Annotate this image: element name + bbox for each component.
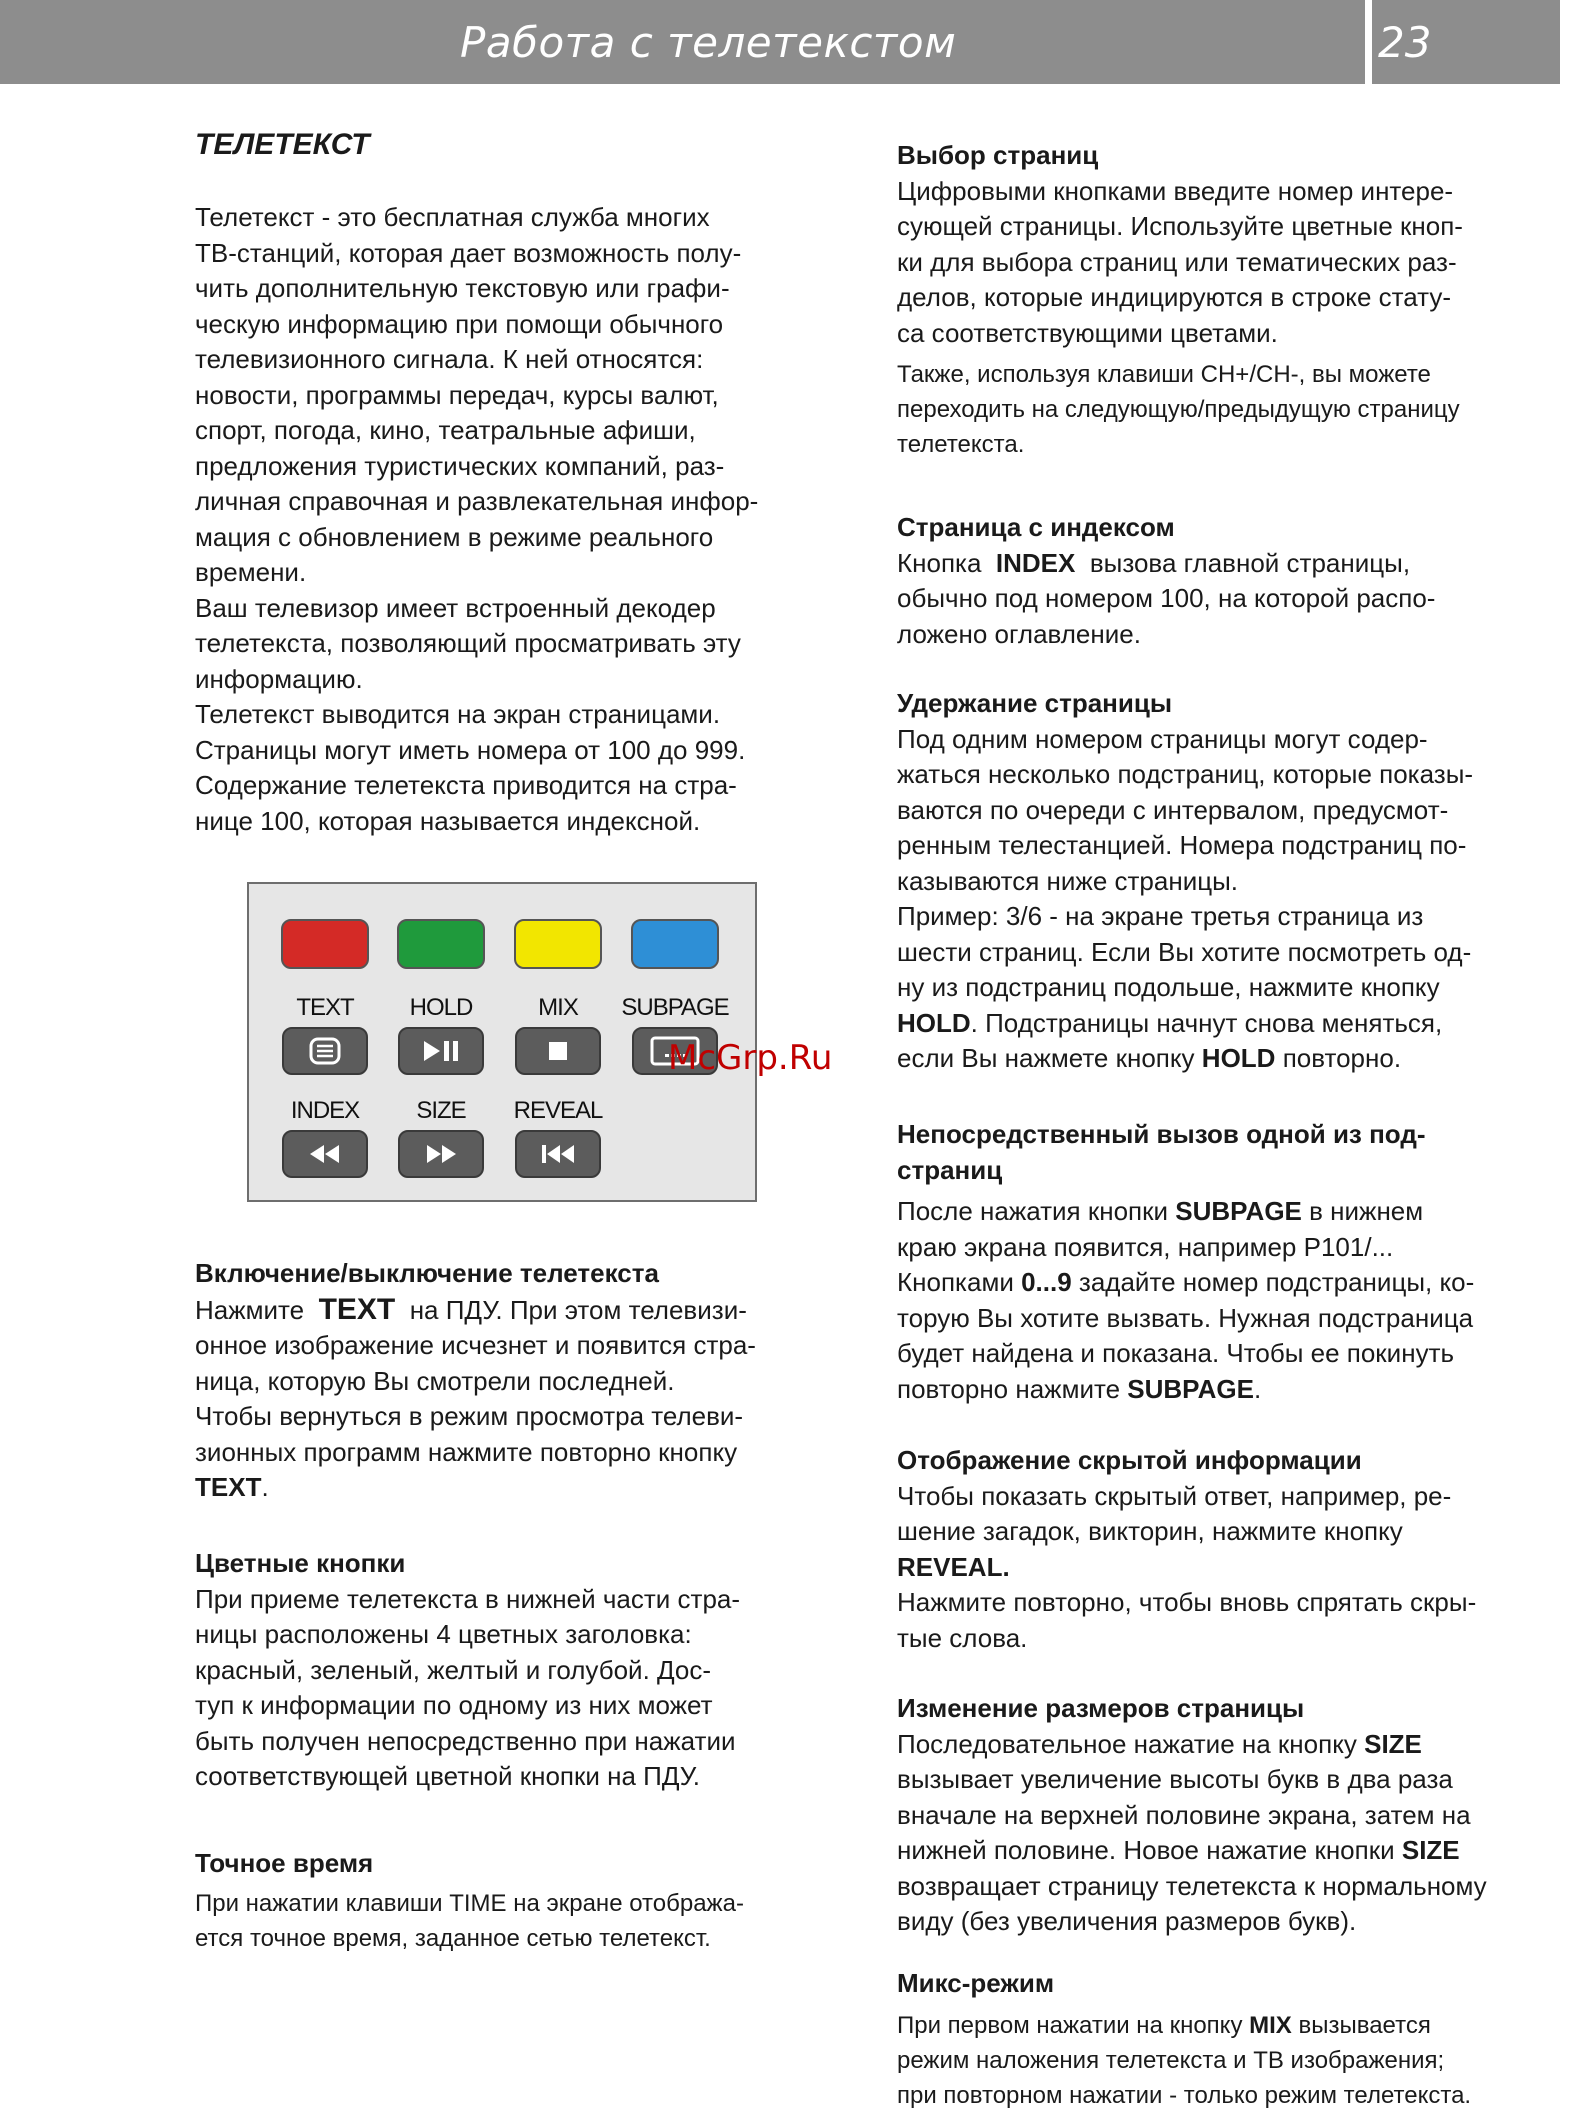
- section-mix: [897, 1966, 1575, 2113]
- green-button: [397, 919, 485, 969]
- main-heading: ТЕЛЕТЕКСТ: [195, 128, 370, 161]
- text-line: ну из подстраниц подольше, нажмите кнопку: [897, 972, 1440, 1002]
- text-line: возвращает страницу телетекста к нормальному: [897, 1870, 1487, 1901]
- intro-line: ческую информацию при помощи обычного: [195, 308, 724, 339]
- text-line: сующей страницы. Используйте цветные кноп-: [897, 211, 1463, 241]
- intro-line: ТВ-станций, которая дает возможность полу-: [195, 237, 742, 268]
- page-title: Работа с телетекстом: [460, 18, 957, 67]
- text-line: ложено оглавление.: [897, 618, 1141, 649]
- intro-line: телетекста, позволяющий просматривать эту: [195, 628, 741, 658]
- text-line: шести страниц. Если Вы хотите посмотреть од-: [897, 936, 1472, 967]
- intro-line: личная справочная и развлекательная инфор-: [195, 486, 759, 516]
- intro-line: чить дополнительную текстовую или графи-: [195, 273, 730, 303]
- intro-line: Содержание телетекста приводится на стра-: [195, 770, 737, 800]
- intro-line: спорт, погода, кино, театральные афиши,: [195, 415, 696, 445]
- text-line: Пример: 3/6 - на экране третья страница из: [897, 901, 1424, 931]
- intro-line: Ваш телевизор имеет встроенный декодер: [195, 592, 716, 623]
- section-title: Удержание страницы: [897, 688, 1173, 718]
- text-line: режим наложения телетекста и ТВ изображения;: [897, 2046, 1445, 2074]
- text-line: Чтобы вернуться в режим просмотра телеви-: [195, 1401, 744, 1431]
- hold-button: [398, 1027, 484, 1075]
- subpage-label: SUBPAGE: [621, 994, 729, 1021]
- text-line: виду (без увеличения размеров букв).: [897, 1906, 1357, 1936]
- section-size: [897, 1691, 1575, 1940]
- intro-line: мация с обновлением в режиме реального: [195, 521, 714, 552]
- skip-back-icon: [536, 1141, 580, 1167]
- text-line: Нажмите повторно, чтобы вновь спрятать скры-: [897, 1587, 1477, 1617]
- text-line: Также, используя клавиши CH+/CH-, вы можете: [897, 361, 1431, 388]
- section-title: Страница с индексом: [897, 512, 1175, 542]
- intro-line: телевизионного сигнала. К ней относятся:: [195, 344, 704, 374]
- text-line: Под одним номером страницы могут содер-: [897, 723, 1428, 754]
- reveal-button: [515, 1130, 601, 1178]
- text-line: тые слова.: [897, 1622, 1028, 1653]
- text-line: Цифровыми кнопками введите номер интере-: [897, 175, 1454, 206]
- rewind-icon: [305, 1141, 345, 1167]
- text-line: ется точное время, заданное сетью телетекст.: [195, 1924, 711, 1952]
- intro-line: информацию.: [195, 663, 363, 694]
- watermark: McGrp.Ru: [668, 1038, 833, 1078]
- text-line: Последовательное нажатие на кнопку SIZE: [897, 1728, 1422, 1759]
- mix-button: [515, 1027, 601, 1075]
- hold-label: HOLD: [409, 994, 473, 1021]
- red-button: [281, 919, 369, 969]
- text-line: зионных программ нажмите повторно кнопку: [195, 1436, 738, 1467]
- index-button: [282, 1130, 368, 1178]
- text-line: переходить на следующую/предыдущую страницу: [897, 396, 1460, 423]
- text-line: если Вы нажмете кнопку HOLD повторно.: [897, 1043, 1402, 1073]
- text-line: жаться несколько подстраниц, которые показы-: [897, 759, 1474, 789]
- text-line: обычно под номером 100, на которой распо-: [897, 583, 1436, 613]
- text-line: После нажатия кнопки SUBPAGE в нижнем: [897, 1196, 1424, 1226]
- section-title: страниц: [897, 1154, 1003, 1185]
- text-line: Чтобы показать скрытый ответ, например, ре-: [897, 1480, 1452, 1511]
- section-hold: [897, 686, 1575, 1077]
- text-line: При первом нажатии на кнопку MIX вызывается: [897, 2011, 1431, 2039]
- section-title: Отображение скрытой информации: [897, 1445, 1362, 1475]
- key-text: TEXT: [318, 1292, 396, 1326]
- text-line: ренным телестанцией. Номера подстраниц по-: [897, 830, 1467, 860]
- text-line: вначале на верхней половине экрана, затем на: [897, 1799, 1471, 1830]
- text-line: ницы расположены 4 цветных заголовка:: [195, 1619, 692, 1649]
- section-title: Точное время: [195, 1848, 374, 1878]
- text-line: HOLD. Подстраницы начнут снова меняться,: [897, 1007, 1443, 1038]
- text-line: вызывает увеличение высоты букв в два раза: [897, 1764, 1453, 1794]
- fast-forward-icon: [421, 1141, 461, 1167]
- section-time: [195, 1846, 850, 1956]
- section-onoff: [195, 1256, 850, 1506]
- text-line: ваются по очереди с интервалом, предусмот-: [897, 794, 1449, 825]
- text-line: нижней половине. Новое нажатие кнопки SIZE: [897, 1835, 1460, 1865]
- text-line: REVEAL.: [897, 1551, 1010, 1582]
- text-line: соответствующей цветной кнопки на ПДУ.: [195, 1761, 701, 1791]
- text-button: [282, 1027, 368, 1075]
- text-label: TEXT: [296, 994, 354, 1021]
- intro-line: нице 100, которая называется индексной.: [195, 805, 701, 836]
- section-index: [897, 510, 1575, 652]
- text-line: при повторном нажатии - только режим телетекста.: [897, 2081, 1472, 2109]
- text-line: быть получен непосредственно при нажатии: [195, 1725, 736, 1756]
- section-subpage: [897, 1117, 1575, 1407]
- text-line: ница, которую Вы смотрели последней.: [195, 1365, 675, 1396]
- intro-text: [195, 200, 850, 839]
- section-reveal: [897, 1443, 1575, 1656]
- text-line: торую Вы хотите вызвать. Нужная подстраница: [897, 1302, 1474, 1333]
- intro-line: новости, программы передач, курсы валют,: [195, 379, 719, 410]
- text-line: са соответствующими цветами.: [897, 317, 1278, 348]
- yellow-button: [514, 919, 602, 969]
- intro-line: времени.: [195, 557, 307, 587]
- text-line: повторно нажмите SUBPAGE.: [897, 1373, 1262, 1404]
- section-title: Выбор страниц: [897, 140, 1099, 170]
- index-label: INDEX: [290, 1097, 360, 1124]
- intro-line: Страницы могут иметь номера от 100 до 999.: [195, 734, 746, 765]
- section-title: Изменение размеров страницы: [897, 1693, 1305, 1723]
- section-select: [897, 138, 1575, 462]
- section-title: Микс-режим: [897, 1968, 1055, 1998]
- intro-line: Телетекст выводится на экран страницами.: [195, 699, 721, 729]
- text-line: онное изображение исчезнет и появится стра-: [195, 1330, 756, 1360]
- page-number: 23: [1378, 18, 1432, 67]
- blue-button: [631, 919, 719, 969]
- play-pause-icon: [419, 1037, 463, 1065]
- text-line: краю экрана появится, например Р101/...: [897, 1231, 1394, 1262]
- text-line: красный, зеленый, желтый и голубой. Дос-: [195, 1654, 712, 1685]
- text-line: делов, которые индицируются в строке стату-: [897, 282, 1451, 312]
- mix-label: MIX: [538, 994, 578, 1021]
- intro-line: Телетекст - это бесплатная служба многих: [195, 202, 710, 232]
- section-title: Включение/выключение телетекста: [195, 1258, 659, 1288]
- size-button: [398, 1130, 484, 1178]
- size-label: SIZE: [416, 1097, 466, 1124]
- text-line: телетекста.: [897, 431, 1025, 458]
- text-line: Нажмите TEXT на ПДУ. При этом телевизи-: [195, 1292, 747, 1326]
- text-line: шение загадок, викторин, нажмите кнопку: [897, 1516, 1403, 1546]
- reveal-label: REVEAL: [513, 1097, 603, 1124]
- section-title: Цветные кнопки: [195, 1548, 406, 1578]
- text-line: туп к информации по одному из них может: [195, 1690, 713, 1720]
- text-line: При нажатии клавиши TIME на экране отобража-: [195, 1889, 744, 1917]
- text-line: ки для выбора страниц или тематических раз-: [897, 246, 1457, 277]
- text-line: Кнопками 0...9 задайте номер подстраницы, ко-: [897, 1267, 1475, 1297]
- stop-icon: [544, 1037, 572, 1065]
- teletext-icon: [305, 1036, 345, 1066]
- text-line: казываются ниже страницы.: [897, 865, 1239, 896]
- text-line: TEXT.: [195, 1472, 269, 1502]
- section-color-buttons: [195, 1546, 850, 1795]
- section-title: Непосредственный вызов одной из под-: [897, 1119, 1426, 1149]
- text-line: Кнопка INDEX вызова главной страницы,: [897, 547, 1411, 578]
- intro-line: предложения туристических компаний, раз-: [195, 450, 725, 481]
- text-line: При приеме телетекста в нижней части стра-: [195, 1583, 741, 1614]
- text-line: будет найдена и показана. Чтобы ее покинуть: [897, 1338, 1455, 1368]
